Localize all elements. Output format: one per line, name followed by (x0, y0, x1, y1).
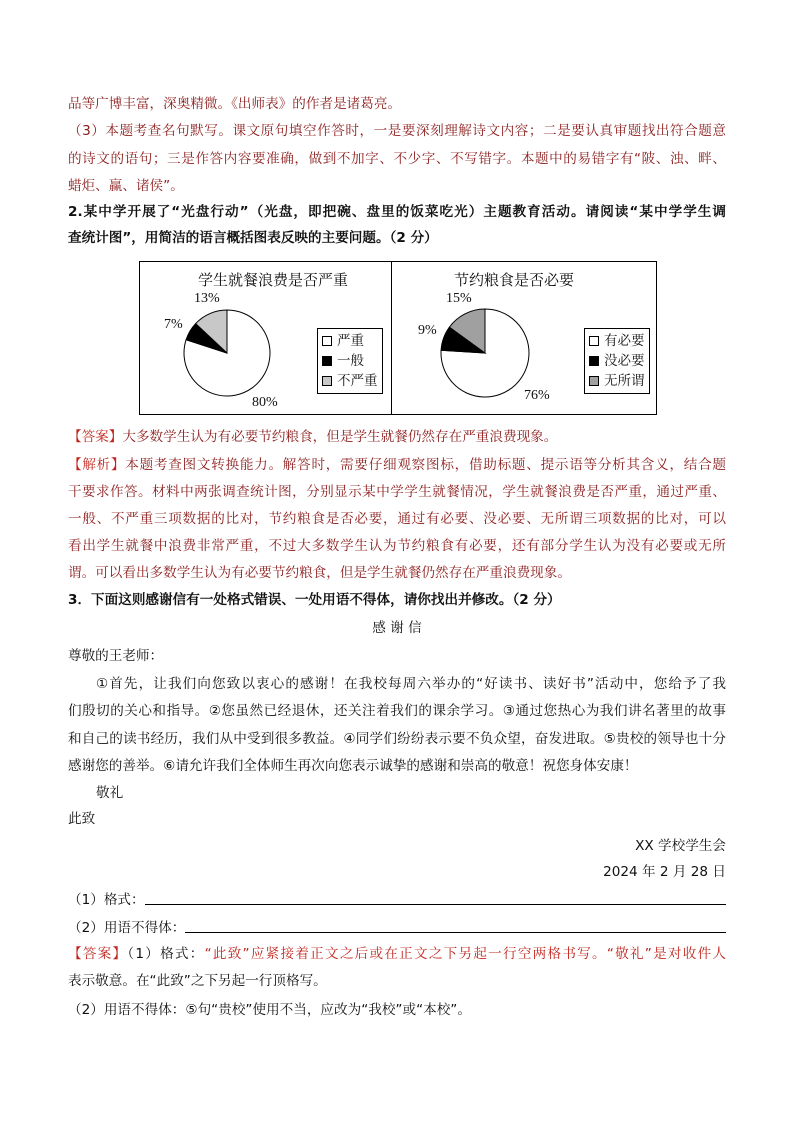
blank-wording (68, 918, 726, 938)
analysis-tag: 【解析】 (68, 457, 126, 473)
letter-title: 感 谢 信 (372, 620, 422, 636)
q2-answer (68, 427, 726, 447)
legend-swatch (589, 376, 599, 386)
analysis-line: 看出学生就餐中浪费非常严重，不过大多数学生认为节约粮食有必要，还有部分学生认为没有必要或无所 (68, 538, 726, 554)
answer-text: “此致”应紧接着正文之后或在正文之下另起一行空两格书写。“敬礼”是对收件人 (204, 946, 727, 962)
q2-analysis (68, 455, 726, 475)
chart-1-legend (317, 328, 383, 394)
legend-item (322, 371, 378, 391)
data-label: 76% (524, 388, 550, 403)
letter-body-line: 和自己的读书经历，我们从中受到很多教益。④同学们纷纷表示要不负众望，奋发进取。⑤贵校的领导也十分 (68, 731, 726, 747)
letter-body-line: ①首先，让我们向您致以衷心的感谢！在我校每周六举办的“好读书、读好书”活动中，您给予了我 (96, 676, 726, 692)
answer-blank[interactable] (185, 918, 726, 933)
legend-swatch (322, 356, 332, 366)
legend-swatch (589, 336, 599, 346)
survey-charts (139, 261, 657, 415)
intro-line: 蜡炬、赢、诸侯”。 (68, 178, 184, 194)
legend-label: 不严重 (337, 373, 378, 389)
intro-line: （3）本题考查名句默写。课文原句填空作答时，一是要深刻理解诗文内容；二是要认真审题找出符合题意 (68, 123, 726, 139)
blank-format (68, 890, 726, 910)
pie-charts (140, 262, 658, 416)
letter-body-line: 们殷切的关心和指导。②您虽然已经退休，还关注着我们的课余学习。③通过您热心为我们讲名著里的故事 (68, 703, 726, 719)
data-label: 15% (446, 291, 472, 306)
answer-line: 表示敬意。在“此致”之下另起一行顶格写。 (68, 973, 327, 989)
legend-label: 无所谓 (604, 373, 645, 389)
answer-label: （1）格式： (127, 946, 205, 962)
legend-swatch (322, 376, 332, 386)
analysis-line: 干要求作答。材料中两张调查统计图，分别显示某中学学生就餐情况，学生就餐浪费是否严重，通过严重、 (68, 484, 726, 500)
answer-tag: 【答案】 (68, 429, 123, 445)
question-2: 2.某中学开展了“光盘行动”（光盘，即把碗、盘里的饭菜吃光）主题教育活动。请阅读“某中学学生调 (68, 204, 726, 220)
analysis-text: 本题考查图文转换能力。解答时，需要仔细观察图标，借助标题、提示语等分析其含义，结合题 (125, 457, 726, 473)
legend-item (589, 331, 645, 351)
legend-item (322, 351, 378, 371)
legend-item (322, 331, 378, 351)
legend-swatch (589, 356, 599, 366)
letter-date: 2024 年 2 月 28 日 (603, 864, 726, 880)
chart-2-title: 节约粮食是否必要 (454, 273, 575, 289)
data-label: 13% (194, 291, 220, 306)
answer-blank[interactable] (145, 890, 726, 905)
letter-salutation: 尊敬的王老师： (68, 648, 164, 664)
question-3: 3．下面这则感谢信有一处格式错误、一处用语不得体，请你找出并修改。（2 分） (68, 592, 561, 608)
analysis-line: 一般、不严重三项数据的比对，节约粮食是否必要，通过有必要、没必要、无所谓三项数据的比对，可以 (68, 511, 726, 527)
answer-line: （2）用语不得体：⑤句“贵校”使用不当，应改为“我校”或“本校”。 (68, 1002, 471, 1018)
legend-label: 没必要 (604, 353, 645, 369)
letter-closing: 敬礼 (96, 785, 124, 801)
answer-text: 大多数学生认为有必要节约粮食，但是学生就餐仍然存在严重浪费现象。 (122, 429, 558, 445)
data-label: 80% (252, 395, 278, 410)
intro-line: 品等广博丰富，深奥精微。《出师表》的作者是诸葛亮。 (68, 96, 402, 112)
blank-label: （1）格式： (68, 892, 145, 908)
legend-item (589, 371, 645, 391)
legend-swatch (322, 336, 332, 346)
q3-answer (68, 944, 726, 964)
chart-2-legend (584, 328, 650, 394)
answer-tag: 【答案】 (68, 946, 128, 962)
blank-label: （2）用语不得体： (68, 920, 186, 936)
legend-label: 严重 (337, 333, 364, 349)
legend-item (589, 351, 645, 371)
intro-line: 的诗文的语句；三是作答内容要准确，做到不加字、不少字、不写错字。本题中的易错字有“陂、浊、畔、 (68, 151, 726, 167)
legend-label: 一般 (337, 353, 364, 369)
letter-signature: XX 学校学生会 (635, 838, 726, 854)
letter-body-line: 感谢您的善举。⑥请允许我们全体师生再次向您表示诚挚的感谢和崇高的敬意！祝您身体安康！ (68, 758, 638, 774)
question-2: 查统计图”，用简洁的语言概括图表反映的主要问题。（2 分） (68, 230, 438, 246)
chart-1-title: 学生就餐浪费是否严重 (198, 273, 349, 289)
letter-closing: 此致 (68, 811, 96, 827)
legend-label: 有必要 (604, 333, 645, 349)
data-label: 7% (164, 317, 183, 332)
analysis-line: 谓。可以看出多数学生认为有必要节约粮食，但是学生就餐仍然存在严重浪费现象。 (68, 565, 571, 581)
data-label: 9% (418, 323, 437, 338)
